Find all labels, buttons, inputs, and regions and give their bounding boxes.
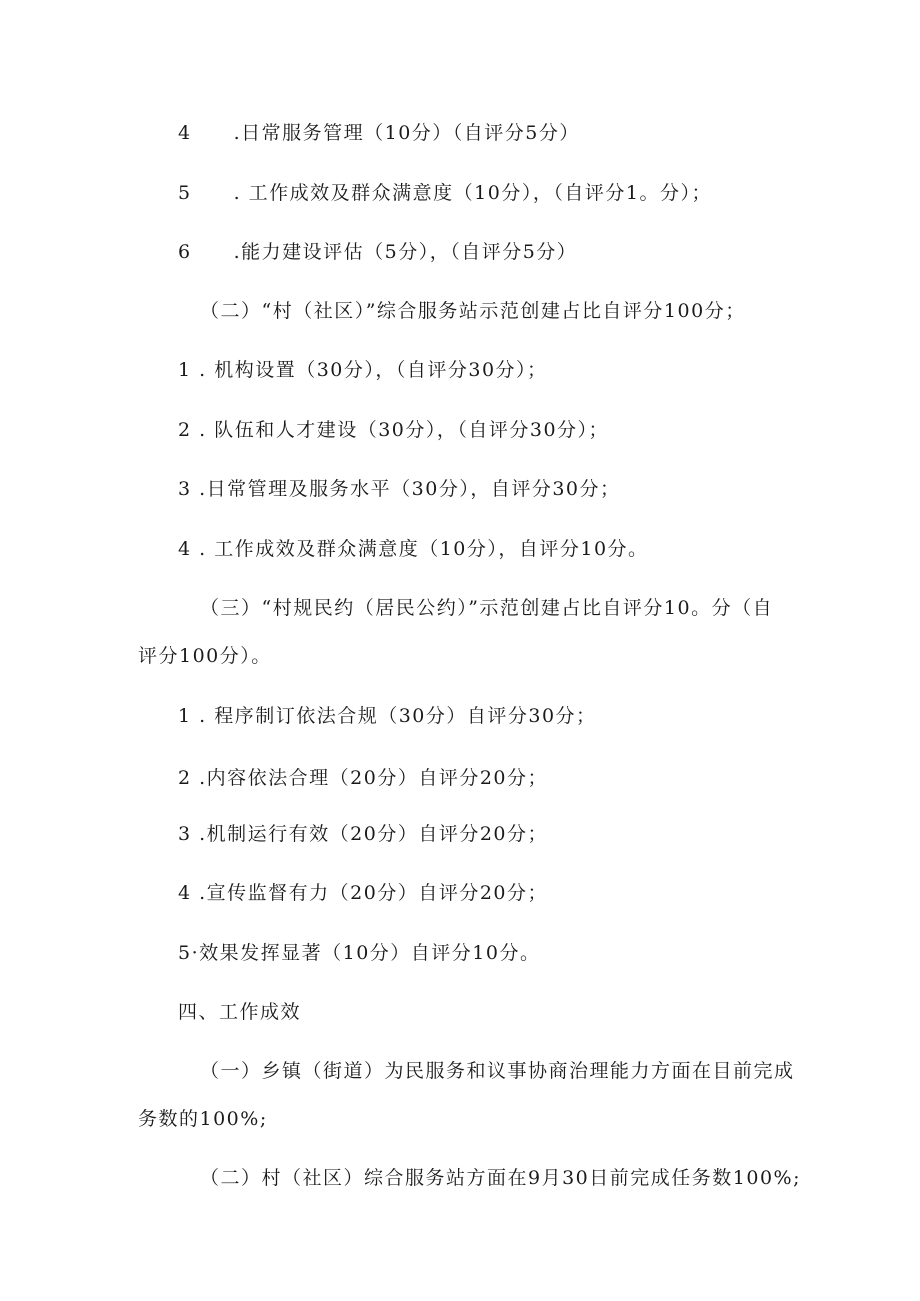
paragraph: （一）乡镇（街道）为民服务和议事协商治理能力方面在目前完成	[200, 1060, 795, 1082]
section-heading-2: （二）“村（社区）”综合服务站示范创建占比自评分100分；	[200, 300, 746, 322]
paragraph-continuation: 务数的100%;	[138, 1108, 268, 1130]
section-heading-4: 四、工作成效	[178, 1001, 302, 1023]
paragraph: （二）村（社区）综合服务站方面在9月30日前完成任务数100%;	[200, 1167, 801, 1189]
list-item: 4 . 工作成效及群众满意度（10分），自评分10分。	[178, 538, 649, 560]
list-item-text: .能力建设评估（5分），（自评分5分）	[233, 241, 578, 263]
list-item-number: 6	[178, 241, 192, 263]
list-item: 3 .日常管理及服务水平（30分），自评分30分；	[178, 478, 621, 500]
list-item: 2 . 队伍和人才建设（30分），（自评分30分）；	[178, 419, 610, 441]
list-item-text: .日常服务管理（10分）（自评分5分）	[233, 122, 580, 144]
list-item-6	[178, 240, 577, 264]
list-item: 3 .机制运行有效（20分）自评分20分；	[178, 823, 549, 845]
list-item: 5·效果发挥显著（10分）自评分10分。	[178, 942, 541, 964]
list-item: 1 . 机构设置（30分），（自评分30分）；	[178, 359, 548, 381]
paragraph-continuation: 评分100分）。	[138, 645, 272, 667]
list-item-number: 5	[178, 182, 192, 204]
list-item: 4 .宣传监督有力（20分）自评分20分；	[178, 882, 549, 904]
section-heading-3: （三）“村规民约（居民公约）”示范创建占比自评分10。分（自	[200, 597, 774, 619]
list-item-number: 4	[178, 122, 192, 144]
list-item: 2 .内容依法合理（20分）自评分20分；	[178, 767, 549, 789]
list-item-text: . 工作成效及群众满意度（10分），（自评分1。分）；	[233, 182, 712, 204]
list-item: 1 . 程序制订依法合规（30分）自评分30分；	[178, 705, 597, 727]
list-item-5	[178, 181, 712, 205]
list-item-4	[178, 121, 580, 145]
